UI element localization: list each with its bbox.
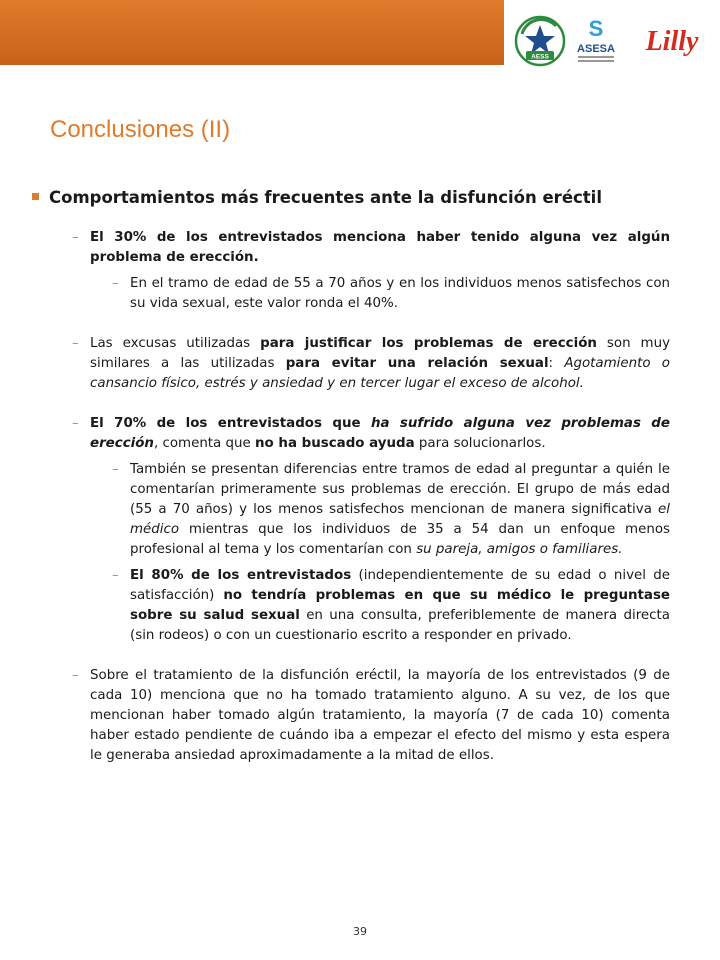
dash-icon: – <box>112 276 119 291</box>
dash-icon: – <box>72 668 79 683</box>
dash-icon: – <box>72 416 79 431</box>
asesa-logo <box>577 16 615 62</box>
bullet-group-1 <box>32 228 670 314</box>
section-heading <box>32 188 670 208</box>
svg-text:Lilly: Lilly <box>645 26 699 57</box>
dash-icon: – <box>112 462 119 477</box>
dash-icon: – <box>112 568 119 583</box>
bullet-item <box>72 334 670 394</box>
sub-bullet-text: El 80% de los entrevistados (independientemente de su edad o nivel de satisfacción) no tendría problemas en que su médico le preguntase sobre su salud sexual en una consulta, preferiblemente de manera directa (sin rodeos) o con un cuestionario escrito a responder en privado. <box>130 568 671 643</box>
header-bar <box>0 0 504 65</box>
sub-bullet-item <box>112 566 670 646</box>
bullet-item <box>72 228 670 268</box>
bullet-group-2 <box>32 334 670 394</box>
bullet-square-icon <box>32 193 39 200</box>
svg-text:AESS: AESS <box>531 53 549 61</box>
bullet-text: El 30% de los entrevistados menciona haber tenido alguna vez algún problema de erección. <box>90 230 670 265</box>
sub-bullet-text: También se presentan diferencias entre tramos de edad al preguntar a quién le comentarían primeramente sus problemas de erección. El grupo de más edad (55 a 70 años) y los menos satisfechos mencionan de manera significativa el médico mientras que los individuos de 35 a 54 dan un enfoque menos profesional al tema y los comentarían con su pareja, amigos o familiares. <box>130 462 670 557</box>
bullet-item <box>72 666 670 766</box>
sub-bullet-item <box>112 460 670 560</box>
dash-icon: – <box>72 336 79 351</box>
section-heading-text: Comportamientos más frecuentes ante la disfunción eréctil <box>49 188 602 207</box>
aess-logo <box>516 17 564 65</box>
lilly-logo <box>645 26 699 57</box>
sub-bullet-text: En el tramo de edad de 55 a 70 años y en los individuos menos satisfechos con su vida sexual, este valor ronda el 40%. <box>130 276 670 311</box>
sub-bullet-item <box>112 274 670 314</box>
bullet-text: El 70% de los entrevistados que ha sufrido alguna vez problemas de erección, comenta que no ha buscado ayuda para solucionarlos. <box>90 416 670 451</box>
dash-icon: – <box>72 230 79 245</box>
svg-text:ASESA: ASESA <box>577 43 615 55</box>
page-title: Conclusiones (II) <box>50 116 231 143</box>
sponsor-logos <box>512 12 712 70</box>
bullet-item <box>72 414 670 454</box>
bullet-text: Las excusas utilizadas para justificar los problemas de erección son muy similares a las utilizadas para evitar una relación sexual: Agotamiento o cansancio físico, estrés y ansiedad y en tercer lugar el exceso de alcohol. <box>90 336 671 391</box>
svg-text:S: S <box>588 16 604 41</box>
page-number: 39 <box>353 925 367 938</box>
bullet-group-3 <box>32 414 670 646</box>
slide-body <box>32 188 670 786</box>
bullet-group-4 <box>32 666 670 766</box>
bullet-text: Sobre el tratamiento de la disfunción eréctil, la mayoría de los entrevistados (9 de cada 10) menciona que no ha tomado tratamiento alguno. A su vez, de los que mencionan haber tomado algún tratamiento, la mayoría (7 de cada 10) comenta haber estado pendiente de cuándo iba a empezar el efecto del mismo y esta espera le generaba ansiedad aproximadamente a la mitad de ellos. <box>90 668 670 763</box>
